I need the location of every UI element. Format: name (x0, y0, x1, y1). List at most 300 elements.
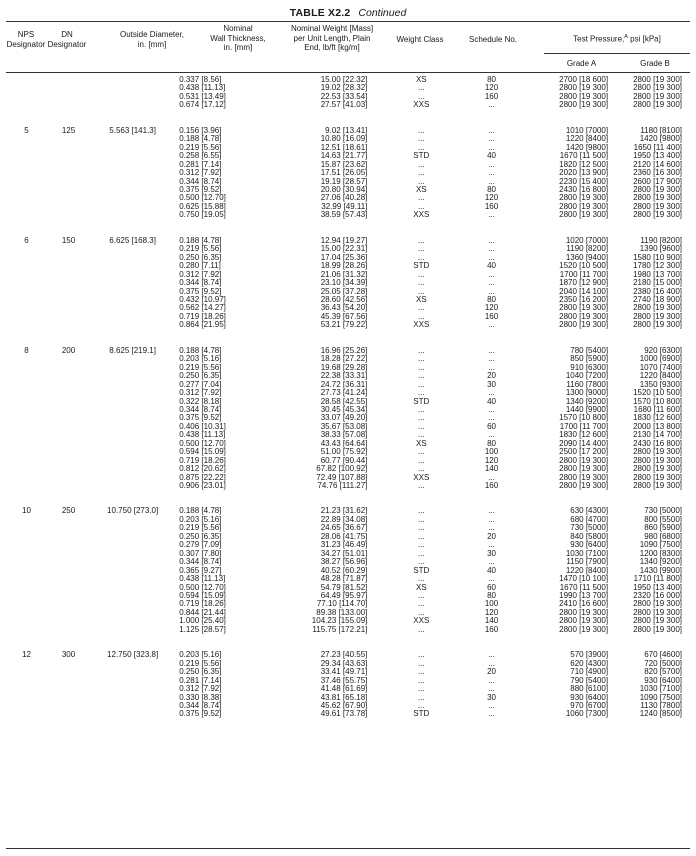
grade-b-pressure-cell: 1710 [11 800] (633, 575, 682, 584)
dn-cell (47, 567, 90, 575)
weight-class-cell: ... (417, 270, 425, 279)
header-bottom-rule (6, 72, 690, 73)
grade-a-pressure-cell: 780 [5400] (570, 346, 609, 355)
wall-thickness-cell: 0.330 [8.38] (179, 693, 222, 702)
table-row (6, 127, 690, 135)
grade-a-pressure-cell: 2800 [19 300] (559, 625, 609, 634)
grade-a-pressure-cell: 2800 [19 300] (559, 608, 609, 617)
grade-b-pressure-cell: 2800 [19 300] (633, 456, 682, 465)
outside-diameter-cell (90, 414, 175, 422)
wall-thickness-cell: 0.531 [13.49] (179, 92, 226, 101)
wall-thickness-cell: 0.625 [15.88] (179, 202, 226, 211)
schedule-cell: 120 (484, 194, 499, 203)
grade-a-pressure-cell: 1670 [11 500] (559, 152, 609, 161)
dn-cell (47, 186, 90, 194)
grade-b-pressure-cell: 1680 [11 600] (633, 405, 682, 414)
grade-b-pressure-cell: 1780 [12 300] (633, 262, 682, 271)
wall-thickness-cell: 0.344 [8.74] (179, 279, 222, 288)
wall-thickness-cell: 0.188 [4.78] (179, 346, 222, 355)
grade-b-pressure-cell: 2800 [19 300] (633, 448, 682, 457)
outside-diameter-cell (90, 262, 175, 270)
grade-b-pressure-cell: 1340 [9200] (639, 558, 682, 567)
wall-thickness-cell: 0.188 [4.78] (179, 236, 222, 245)
dn-cell (47, 710, 90, 718)
weight-class-cell: ... (417, 160, 425, 169)
schedule-cell: 120 (484, 304, 499, 313)
nps-cell (6, 389, 47, 397)
grade-a-pressure-cell: 880 [6100] (570, 685, 609, 694)
schedule-cell: ... (488, 676, 495, 685)
table-row (6, 254, 690, 262)
dn-cell (47, 431, 90, 439)
schedule-cell: 120 (484, 608, 499, 617)
nps-cell (6, 423, 47, 431)
outside-diameter-cell (90, 398, 175, 406)
grade-a-pressure-cell: 1990 [13 700] (559, 592, 609, 601)
table-row (6, 414, 690, 422)
nominal-weight-cell: 77.10 [114.70] (316, 600, 368, 609)
outside-diameter-cell (90, 592, 175, 600)
outside-diameter-cell (90, 161, 175, 169)
nps-cell (6, 567, 47, 575)
grade-a-pressure-cell: 1470 [10 100] (559, 575, 609, 584)
grade-b-pressure-cell: 2800 [19 300] (633, 92, 682, 101)
table-row (6, 372, 690, 380)
table-row (6, 389, 690, 397)
outside-diameter-cell: 6.625 [168.3] (109, 236, 156, 245)
outside-diameter-cell (90, 533, 175, 541)
grade-a-pressure-cell: 2800 [19 300] (559, 465, 609, 474)
dn-cell (47, 254, 90, 262)
weight-class-cell: ... (417, 532, 425, 541)
table-row (6, 694, 690, 702)
header-weight-class-text: Weight Class (396, 35, 444, 44)
weight-class-cell: STD (413, 262, 430, 271)
nominal-weight-cell: 28.58 [42.55] (320, 397, 368, 406)
outside-diameter-cell (90, 271, 175, 279)
outside-diameter-cell (90, 550, 175, 558)
header-od-text: Outside Diameter, in. [mm] (119, 30, 185, 49)
grade-a-pressure-cell: 1340 [9200] (565, 397, 609, 406)
header-nps-text: NPS Designator (6, 30, 46, 49)
table-row (6, 203, 690, 211)
wall-thickness-cell: 0.432 [10.97] (179, 295, 226, 304)
dn-cell (47, 178, 90, 186)
nps-cell (6, 694, 47, 702)
grade-a-pressure-cell: 2800 [19 300] (559, 211, 609, 220)
nps-cell (6, 254, 47, 262)
weight-class-cell: ... (417, 431, 425, 440)
wall-thickness-cell: 0.250 [6.35] (179, 532, 222, 541)
wall-thickness-cell: 0.344 [8.74] (179, 405, 222, 414)
schedule-cell: ... (488, 169, 495, 178)
nps-cell (6, 186, 47, 194)
schedule-cell: ... (488, 279, 495, 288)
wall-thickness-cell: 0.250 [6.35] (179, 372, 222, 381)
grade-a-pressure-cell: 1420 [9800] (565, 143, 609, 152)
nps-cell (6, 245, 47, 253)
grade-a-pressure-cell: 850 [5900] (570, 355, 609, 364)
weight-class-cell: ... (417, 202, 425, 211)
wall-thickness-cell: 0.258 [6.55] (179, 152, 222, 161)
outside-diameter-cell (90, 668, 175, 676)
nps-cell (6, 600, 47, 608)
grade-a-pressure-cell: 620 [4300] (570, 659, 609, 668)
outside-diameter-cell (90, 211, 175, 219)
wall-thickness-cell: 0.864 [21.95] (179, 321, 226, 330)
outside-diameter-cell (90, 245, 175, 253)
nominal-weight-cell: 27.06 [40.28] (320, 194, 368, 203)
wall-thickness-cell: 1.000 [25.40] (179, 617, 226, 626)
nps-cell: 10 (22, 507, 31, 516)
nominal-weight-cell: 45.39 [67.56] (320, 312, 368, 321)
wall-thickness-cell: 0.438 [11.13] (179, 431, 226, 440)
outside-diameter-cell (90, 482, 175, 490)
grade-a-pressure-cell: 2800 [19 300] (559, 304, 609, 313)
dn-cell (47, 541, 90, 549)
schedule-cell: ... (488, 389, 495, 398)
weight-class-cell: ... (417, 253, 425, 262)
nps-cell (6, 685, 47, 693)
grade-a-pressure-cell: 2800 [19 300] (559, 92, 609, 101)
table-row (6, 321, 690, 329)
table-row (6, 524, 690, 532)
wall-thickness-cell: 0.500 [12.70] (179, 439, 226, 448)
wall-thickness-cell: 0.500 [12.70] (179, 194, 226, 203)
dn-cell (47, 448, 90, 456)
schedule-cell: ... (488, 355, 495, 364)
wall-thickness-cell: 0.219 [5.56] (179, 659, 222, 668)
nominal-weight-cell: 22.89 [34.08] (320, 515, 368, 524)
wall-thickness-cell: 0.337 [8.56] (179, 76, 222, 84)
nps-cell (6, 457, 47, 465)
grade-a-pressure-cell: 1440 [9900] (565, 405, 609, 414)
outside-diameter-cell (90, 465, 175, 473)
schedule-cell: ... (488, 431, 495, 440)
grade-a-pressure-cell: 1700 [11 700] (559, 270, 609, 279)
wall-thickness-cell: 0.594 [15.09] (179, 448, 226, 457)
nps-cell (6, 262, 47, 270)
weight-class-cell: ... (417, 592, 425, 601)
dn-cell (47, 609, 90, 617)
table-row (6, 465, 690, 473)
dn-cell (47, 271, 90, 279)
wall-thickness-cell: 0.188 [4.78] (179, 135, 222, 144)
nps-cell (6, 660, 47, 668)
outside-diameter-cell (90, 76, 175, 84)
nominal-weight-cell: 43.43 [64.64] (320, 439, 368, 448)
outside-diameter-cell: 8.625 [219.1] (109, 346, 156, 355)
weight-class-cell: ... (417, 702, 425, 710)
outside-diameter-cell (90, 321, 175, 329)
nps-cell (6, 161, 47, 169)
grade-b-pressure-cell: 2800 [19 300] (633, 304, 682, 313)
dn-cell: 125 (61, 126, 76, 135)
bottom-rule (6, 848, 690, 849)
header-nominal-weight (282, 24, 382, 53)
schedule-cell: 160 (484, 312, 499, 321)
weight-class-cell: XXS (413, 101, 430, 110)
schedule-cell: ... (488, 245, 495, 254)
grade-a-pressure-cell: 1520 [10 500] (559, 262, 609, 271)
nominal-weight-cell: 24.65 [36.67] (320, 524, 368, 533)
nps-cell (6, 677, 47, 685)
outside-diameter-cell (90, 364, 175, 372)
outside-diameter-cell (90, 355, 175, 363)
nominal-weight-cell: 28.06 [41.75] (320, 532, 368, 541)
weight-class-cell: STD (413, 710, 430, 719)
header-test-pressure (544, 33, 690, 44)
grade-a-pressure-cell: 1190 [8200] (566, 245, 609, 254)
table-row (6, 533, 690, 541)
nps-cell (6, 626, 47, 634)
grade-b-pressure-cell: 1390 [9600] (639, 245, 682, 254)
grade-b-pressure-cell: 2800 [19 300] (633, 608, 682, 617)
table-row (6, 245, 690, 253)
nps-cell (6, 440, 47, 448)
wall-thickness-cell: 0.219 [5.56] (179, 363, 222, 372)
nps-cell (6, 381, 47, 389)
outside-diameter-cell (90, 381, 175, 389)
outside-diameter-cell (90, 423, 175, 431)
grade-b-pressure-cell: 2740 [18 900] (633, 295, 682, 304)
nps-cell (6, 313, 47, 321)
schedule-cell: 30 (487, 549, 496, 558)
nps-cell (6, 550, 47, 558)
nominal-weight-cell: 38.59 [57.43] (320, 211, 368, 220)
wall-thickness-cell: 0.406 [10.31] (179, 422, 226, 431)
nps-cell (6, 321, 47, 329)
weight-class-cell: ... (417, 236, 425, 245)
weight-class-cell: XS (415, 76, 427, 84)
grade-a-pressure-cell: 2040 [14 100] (559, 287, 609, 296)
grade-a-pressure-cell: 2410 [16 600] (559, 600, 609, 609)
wall-thickness-cell: 0.322 [8.18] (179, 397, 222, 406)
table-row (6, 702, 690, 710)
grade-a-pressure-cell: 1020 [7000] (565, 236, 609, 245)
grade-a-pressure-cell: 2350 [16 200] (559, 295, 609, 304)
top-rule (6, 21, 690, 22)
schedule-cell: ... (488, 270, 495, 279)
grade-a-pressure-cell: 2230 [15 400] (559, 177, 609, 186)
table-row (6, 194, 690, 202)
weight-class-cell: ... (417, 169, 425, 178)
weight-class-cell: ... (417, 515, 425, 524)
grade-b-pressure-cell: 2360 [16 300] (633, 169, 682, 178)
nps-cell (6, 448, 47, 456)
table-row (6, 626, 690, 634)
table-row (6, 592, 690, 600)
dn-cell (47, 457, 90, 465)
wall-thickness-cell: 0.375 [9.52] (179, 287, 222, 296)
grade-a-pressure-cell: 680 [4700] (570, 515, 609, 524)
dn-cell (47, 169, 90, 177)
table-row (6, 135, 690, 143)
nps-cell (6, 710, 47, 718)
wall-thickness-cell: 0.203 [5.16] (179, 355, 222, 364)
nominal-weight-cell: 15.00 [22.31] (320, 245, 368, 254)
nps-cell (6, 76, 47, 84)
header-nps (6, 30, 46, 49)
nominal-weight-cell: 12.94 [19.27] (320, 236, 368, 245)
grade-subrule (544, 53, 690, 54)
outside-diameter-cell (90, 575, 175, 583)
table-row (6, 474, 690, 482)
grade-a-pressure-cell: 1670 [11 500] (559, 583, 609, 592)
wall-thickness-cell: 1.125 [28.57] (179, 625, 226, 634)
grade-b-pressure-cell: 730 [5000] (644, 507, 682, 516)
table-row (6, 431, 690, 439)
nominal-weight-cell: 34.27 [51.01] (320, 549, 368, 558)
weight-class-cell: ... (417, 482, 425, 491)
wall-thickness-cell: 0.562 [14.27] (179, 304, 226, 313)
weight-class-cell: ... (417, 549, 425, 558)
nominal-weight-cell: 12.51 [18.61] (320, 143, 368, 152)
nominal-weight-cell: 27.73 [41.24] (320, 389, 368, 398)
nominal-weight-cell: 17.51 [26.05] (320, 169, 368, 178)
weight-class-cell: XS (415, 295, 427, 304)
dn-cell (47, 685, 90, 693)
nominal-weight-cell: 14.63 [21.77] (320, 152, 368, 161)
grade-b-pressure-cell: 2320 [16 000] (633, 592, 682, 601)
grade-a-pressure-cell: 1010 [7000] (565, 126, 609, 135)
nominal-weight-cell: 38.27 [56.96] (320, 558, 368, 567)
nominal-weight-cell: 9.02 [13.41] (325, 126, 368, 135)
schedule-cell: ... (488, 126, 495, 135)
grade-a-pressure-cell: 1030 [7100] (565, 549, 609, 558)
weight-class-cell: ... (417, 194, 425, 203)
nps-cell (6, 84, 47, 92)
nps-cell (6, 668, 47, 676)
table-row (6, 550, 690, 558)
schedule-cell: ... (488, 651, 495, 660)
schedule-cell: 100 (484, 448, 499, 457)
outside-diameter-cell (90, 474, 175, 482)
weight-class-cell: ... (417, 177, 425, 186)
grade-b-pressure-cell: 980 [6800] (644, 532, 682, 541)
header-wall-text: Nominal Wall Thickness, in. [mm] (210, 24, 266, 52)
table-row (6, 600, 690, 608)
weight-class-cell: ... (417, 465, 425, 474)
outside-diameter-cell (90, 600, 175, 608)
header-grade-a (544, 59, 619, 69)
nps-cell (6, 355, 47, 363)
header-wall-thickness (196, 24, 280, 53)
nominal-weight-cell: 15.87 [23.62] (320, 160, 368, 169)
nominal-weight-cell: 53.21 [79.22] (320, 321, 368, 330)
grade-a-pressure-cell: 840 [5800] (570, 532, 609, 541)
dn-cell (47, 262, 90, 270)
outside-diameter-cell (90, 178, 175, 186)
wall-thickness-cell: 0.156 [3.96] (179, 126, 222, 135)
table-row (6, 237, 690, 245)
dn-cell: 200 (61, 346, 76, 355)
weight-class-cell: ... (417, 405, 425, 414)
schedule-cell: ... (488, 363, 495, 372)
nominal-weight-cell: 51.00 [75.92] (320, 448, 368, 457)
weight-class-cell: ... (417, 575, 425, 584)
weight-class-cell: ... (417, 448, 425, 457)
dn-cell (47, 592, 90, 600)
table-row (6, 169, 690, 177)
nps-cell (6, 406, 47, 414)
grade-b-pressure-cell: 1190 [8200] (640, 236, 682, 245)
weight-class-cell: ... (417, 355, 425, 364)
wall-thickness-cell: 0.594 [15.09] (179, 592, 226, 601)
dn-cell (47, 516, 90, 524)
wall-thickness-cell: 0.203 [5.16] (179, 651, 222, 660)
nominal-weight-cell: 10.80 [16.09] (320, 135, 368, 144)
weight-class-cell: ... (417, 600, 425, 609)
dn-cell (47, 702, 90, 710)
weight-class-cell: ... (417, 608, 425, 617)
table-row (6, 161, 690, 169)
dn-cell (47, 152, 90, 160)
table-continued-label: Continued (358, 7, 407, 19)
outside-diameter-cell (90, 558, 175, 566)
schedule-cell: ... (488, 143, 495, 152)
table-row (6, 685, 690, 693)
table-row (6, 364, 690, 372)
outside-diameter-cell (90, 101, 175, 109)
table-row (6, 710, 690, 718)
outside-diameter-cell (90, 685, 175, 693)
weight-class-cell: ... (417, 363, 425, 372)
outside-diameter-cell (90, 135, 175, 143)
outside-diameter-cell (90, 541, 175, 549)
schedule-cell: 80 (487, 295, 496, 304)
nps-cell (6, 93, 47, 101)
grade-a-pressure-cell: 2800 [19 300] (559, 84, 609, 93)
wall-thickness-cell: 0.279 [7.09] (179, 541, 222, 550)
header-grade-a-text: Grade A (566, 59, 597, 68)
wall-thickness-cell: 0.188 [4.78] (179, 507, 222, 516)
schedule-cell: 160 (484, 482, 499, 491)
grade-a-pressure-cell: 730 [5000] (570, 524, 609, 533)
table-row (6, 152, 690, 160)
nominal-weight-cell: 19.19 [28.57] (320, 177, 368, 186)
wall-thickness-cell: 0.219 [5.56] (179, 524, 222, 533)
nps-cell (6, 474, 47, 482)
dn-cell (47, 550, 90, 558)
grade-a-pressure-cell: 2800 [19 300] (559, 312, 609, 321)
footnote-a-marker: A (624, 34, 628, 40)
dn-cell (47, 355, 90, 363)
outside-diameter-cell (90, 710, 175, 718)
weight-class-cell: ... (417, 304, 425, 313)
grade-b-pressure-cell: 2800 [19 300] (633, 76, 682, 84)
grade-a-pressure-cell: 930 [6400] (570, 541, 609, 550)
nps-cell (6, 558, 47, 566)
nps-cell (6, 465, 47, 473)
schedule-cell: ... (488, 558, 495, 567)
schedule-cell: 40 (487, 566, 496, 575)
table-row (6, 178, 690, 186)
weight-class-cell: STD (413, 152, 430, 161)
table-row (6, 423, 690, 431)
nominal-weight-cell: 18.99 [28.26] (320, 262, 368, 271)
outside-diameter-cell (90, 288, 175, 296)
outside-diameter-cell (90, 169, 175, 177)
table-row (6, 575, 690, 583)
nominal-weight-cell: 16.96 [25.26] (320, 346, 368, 355)
weight-class-cell: XXS (413, 321, 430, 330)
header-weight-text: Nominal Weight [Mass] per Unit Length, Plain End, lb/ft [kg/m] (290, 24, 374, 52)
weight-class-cell: ... (417, 625, 425, 634)
grade-a-pressure-cell: 1220 [8400] (565, 566, 609, 575)
table-row (6, 262, 690, 270)
nps-cell: 6 (24, 236, 29, 245)
